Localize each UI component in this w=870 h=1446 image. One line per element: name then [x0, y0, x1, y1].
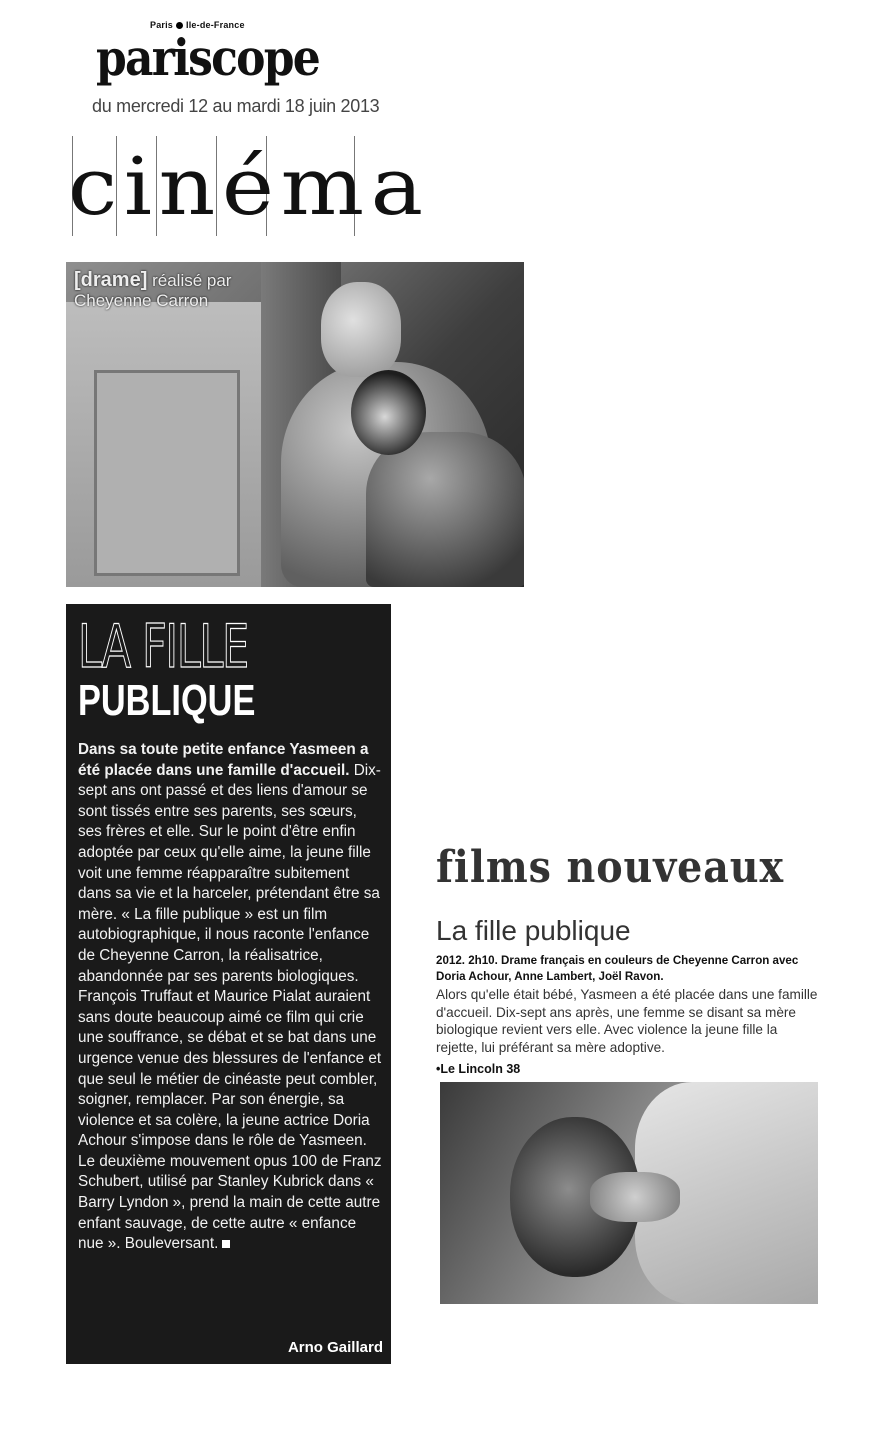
end-square-icon	[222, 1240, 230, 1248]
credit-line1: réalisé par	[152, 271, 232, 290]
film-listing-cinema: •Le Lincoln 38	[436, 1062, 521, 1076]
film-still-top	[66, 262, 524, 587]
photo-cupboard	[66, 302, 267, 587]
region-right: Ile-de-France	[186, 20, 245, 30]
article-title-line2: PUBLIQUE	[78, 676, 256, 725]
credit-line2: Cheyenne Carron	[74, 291, 209, 310]
section-title	[68, 126, 430, 244]
article-author: Arno Gaillard	[287, 1339, 383, 1356]
photo-girl	[351, 370, 426, 455]
region-left: Paris	[150, 20, 174, 30]
article-body	[78, 740, 383, 1255]
photo-hand	[590, 1172, 680, 1222]
issue-dates: du mercredi 12 au mardi 18 juin 2013	[92, 96, 380, 116]
genre-label: [drame]	[74, 269, 148, 291]
photo-caption	[74, 270, 231, 311]
article-text: Dix-sept ans ont passé et des liens d'amour se sont tissés entre ses parents, ses sœurs, ses frères et elle. Sur le point d'être enfin adoptée par ceux qu'elle aime, la jeune fille voit une femme réapparaître subitement dans sa vie et la harceler, prétendant être sa mère. « La fille publique » est un film autobiographique, il nous raconte l'enfance de Cheyenne Carron, la réalisatrice, abandonnée par ses parents biologiques. François Truffaut et Maurice Pialat auraient sans doute beaucoup aimé ce film qui crie une souffrance, se débat et se bat dans une urgence venue des blessures de l'enfance et que seul le métier de cinéaste peut combler, soigner, remplacer. Par son énergie, sa violence et sa colère, la jeune actrice Doria Achour s'impose dans le rôle de Yasmeen. Le deuxième mouvement opus 100 de Franz Schubert, utilisé par Stanley Kubrick dans « Barry Lyndon », prend la main de cette autre enfant sauvage, de cette autre « enfance nue ». Bouleversant.	[78, 761, 382, 1253]
film-listing-meta: 2012. 2h10. Drame français en couleurs de Cheyenne Carron avec Doria Achour, Anne Lambert, Joël Ravon.	[436, 953, 799, 983]
review-article	[66, 604, 391, 1364]
publication-logo: pariscope	[96, 28, 320, 87]
film-listing-title: La fille publique	[436, 915, 631, 946]
article-title-line1: LA FILLE	[78, 612, 248, 682]
films-nouveaux-heading: films nouveaux	[436, 842, 784, 893]
article-lead: Dans sa toute petite enfance Yasmeen a été placée dans une famille d'accueil.	[78, 741, 369, 779]
film-still-bottom	[440, 1082, 818, 1304]
film-listing-description: Alors qu'elle était bébé, Yasmeen a été placée dans une famille d'accueil. Dix-sept ans après, une femme se disant sa mère biologique revient vers elle. Avec violence la jeune fille la rejette, lui préférant sa mère adoptive.	[436, 987, 818, 1055]
section-title-text: cinéma	[68, 140, 430, 233]
photo-woman	[321, 282, 401, 377]
